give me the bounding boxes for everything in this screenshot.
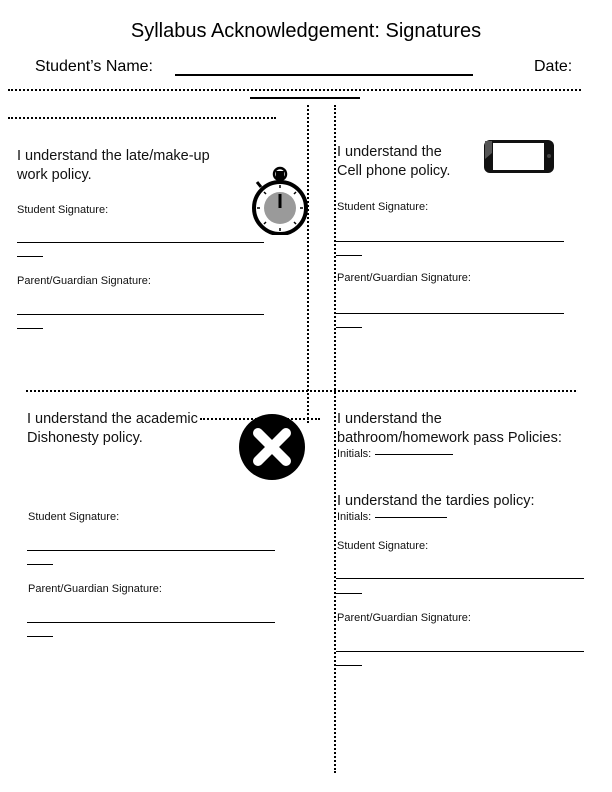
cell-phone-parent-sig-field[interactable] — [336, 313, 564, 314]
academic-student-sig-label: Student Signature: — [28, 511, 120, 523]
academic-parent-sig-label: Parent/Guardian Signature: — [28, 583, 162, 595]
academic-dishonesty-policy-text — [27, 410, 198, 448]
late-work-line-2: work policy. — [17, 167, 92, 183]
passes-policy-text — [337, 410, 562, 448]
cell-phone-parent-sig-label: Parent/Guardian Signature: — [337, 272, 471, 284]
late-work-student-sig-label: Student Signature: — [17, 204, 109, 216]
passes-initials-field[interactable] — [375, 454, 453, 455]
divider-vertical-left — [307, 105, 309, 423]
date-field[interactable] — [250, 97, 360, 99]
late-work-parent-sig-stub — [17, 328, 43, 329]
tardies-initials-label: Initials: — [337, 511, 372, 523]
academic-line-1: I understand the academic — [27, 411, 198, 427]
tardies-initials-row — [337, 511, 447, 523]
divider-dotted-middle — [26, 390, 576, 392]
x-circle-icon — [238, 413, 306, 481]
academic-student-sig-stub — [27, 564, 53, 565]
passes-parent-sig-label: Parent/Guardian Signature: — [337, 612, 471, 624]
student-name-label: Student’s Name: — [35, 58, 153, 75]
passes-initials-row — [337, 448, 453, 460]
cell-phone-student-sig-field[interactable] — [336, 241, 564, 242]
academic-line-2: Dishonesty policy. — [27, 430, 143, 446]
stopwatch-icon — [249, 165, 311, 235]
cell-phone-line-2: Cell phone policy. — [337, 163, 451, 179]
student-name-field[interactable] — [175, 74, 473, 76]
passes-parent-sig-field[interactable] — [336, 651, 584, 652]
tardies-initials-field[interactable] — [375, 517, 447, 518]
cell-phone-student-sig-stub — [336, 255, 362, 256]
passes-initials-label: Initials: — [337, 448, 372, 460]
late-work-student-sig-stub — [17, 256, 43, 257]
academic-parent-sig-field[interactable] — [27, 622, 275, 623]
passes-line-2: bathroom/homework pass Policies: — [337, 430, 562, 446]
late-work-policy-text — [17, 147, 210, 185]
date-label: Date: — [534, 58, 573, 75]
cell-phone-parent-sig-stub — [336, 327, 362, 328]
tardies-policy-text: I understand the tardies policy: — [337, 493, 535, 509]
passes-student-sig-field[interactable] — [336, 578, 584, 579]
divider-dotted-top — [8, 89, 581, 91]
late-work-student-sig-field[interactable] — [17, 242, 264, 243]
late-work-parent-sig-label: Parent/Guardian Signature: — [17, 275, 151, 287]
cell-phone-icon — [483, 139, 555, 174]
academic-student-sig-field[interactable] — [27, 550, 275, 551]
academic-parent-sig-stub — [27, 636, 53, 637]
page-title: Syllabus Acknowledgement: Signatures — [130, 20, 482, 42]
passes-parent-sig-stub — [336, 665, 362, 666]
cell-phone-student-sig-label: Student Signature: — [337, 201, 429, 213]
divider-vertical-right — [334, 105, 336, 773]
cell-phone-line-1: I understand the — [337, 144, 442, 160]
passes-student-sig-stub — [336, 593, 362, 594]
late-work-line-1: I understand the late/make-up — [17, 148, 210, 164]
passes-line-1: I understand the — [337, 411, 442, 427]
divider-dotted-left — [8, 117, 276, 119]
cell-phone-policy-text — [337, 143, 450, 181]
passes-student-sig-label: Student Signature: — [337, 540, 429, 552]
late-work-parent-sig-field[interactable] — [17, 314, 264, 315]
